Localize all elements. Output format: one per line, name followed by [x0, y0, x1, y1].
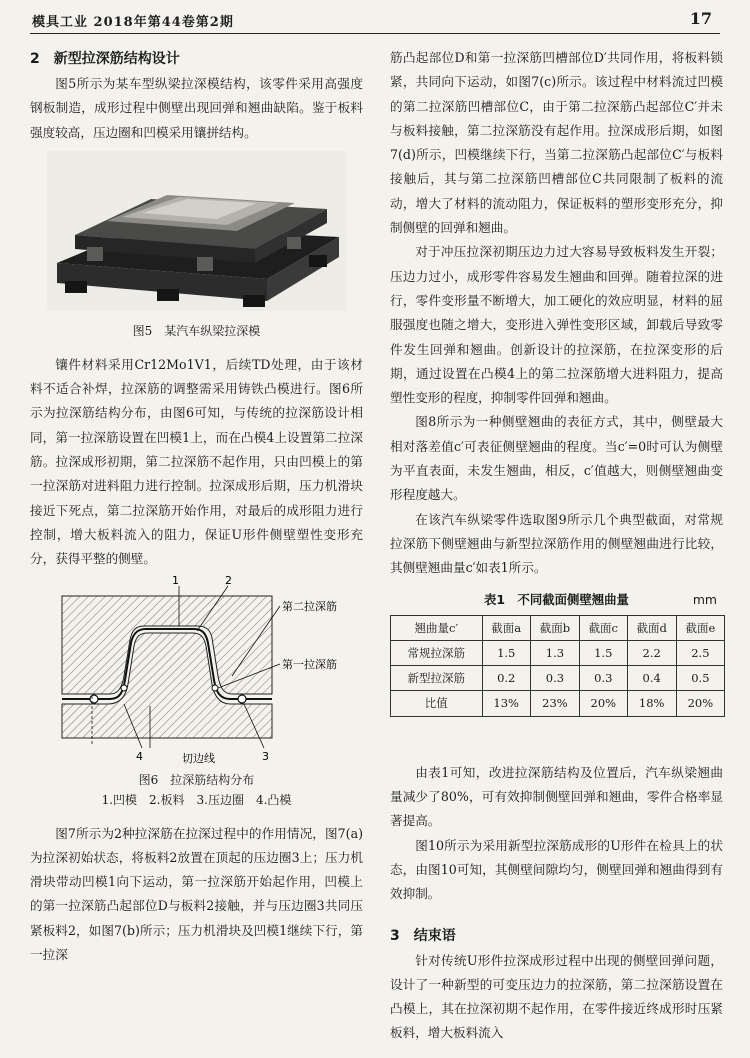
table-cell: 0.2	[482, 666, 530, 691]
table-1-title	[390, 589, 723, 611]
left-column	[30, 46, 363, 967]
table-cell: 13%	[482, 691, 530, 716]
section-number: 2	[30, 51, 40, 67]
label-2: 2	[224, 575, 232, 587]
table-header-cell: 截面e	[676, 615, 724, 640]
figure-5-caption: 图5 某汽车纵梁拉深模	[132, 323, 261, 338]
figure-6-legend: 1.凹模 2.板料 3.压边圈 4.凸模	[101, 792, 292, 807]
table-row	[391, 666, 725, 691]
section-number: 3	[390, 927, 400, 944]
table-cell: 1.5	[579, 640, 627, 665]
paragraph: 由表1可知，改进拉深筋结构及位置后，汽车纵梁翘曲量减少了80%，可有效抑制侧壁回弹和翘曲，零件合格率显著提高。	[390, 764, 723, 829]
figure-6-caption: 图6 拉深筋结构分布	[138, 772, 255, 787]
table-unit: mm	[692, 591, 717, 607]
label-1: 1	[171, 575, 179, 587]
header-rule	[30, 33, 720, 34]
table-cell: 20%	[676, 691, 724, 716]
section-3-heading	[390, 923, 723, 949]
draw-bead-diagram	[32, 576, 362, 766]
table-cell: 20%	[579, 691, 627, 716]
table-cell: 1.5	[482, 640, 530, 665]
label-4: 4	[135, 749, 143, 763]
table-cell: 0.5	[676, 666, 724, 691]
table-header-cell: 截面c	[579, 615, 627, 640]
table-header-cell: 截面d	[627, 615, 676, 640]
table-cell: 0.3	[579, 666, 627, 691]
paragraph: 图5所示为某车型纵梁拉深模结构，该零件采用高强度钢板制造，成形过程中侧壁出现回弹和翘曲缺陷。鉴于板料强度较高，压边圈和凹模采用镶拼结构。	[30, 76, 363, 140]
paragraph: 针对传统U形件拉深成形过程中出现的侧壁回弹问题，设计了一种新型的可变压边力的拉深筋，第二拉深筋设置在凸模上，其在拉深初期不起作用，在零件接近终成形时压紧板料，增大板料流入	[390, 952, 723, 1041]
second-bead-label: 第二拉深筋	[281, 599, 337, 613]
table-cell: 比值	[391, 691, 483, 716]
table-cell: 2.2	[627, 640, 676, 665]
table-cell: 0.4	[627, 666, 676, 691]
right-column	[390, 46, 723, 1046]
table-header-cell: 翘曲量c′	[391, 615, 483, 640]
journal-header: 模具工业 2018年第44卷第2期	[32, 15, 234, 30]
table-row	[391, 691, 725, 716]
table-header-cell: 截面b	[530, 615, 579, 640]
paragraph: 图10所示为采用新型拉深筋成形的U形件在检具上的状态，由图10可知，其侧壁间隙均匀，侧壁回弹和翘曲得到有效抑制。	[390, 837, 723, 902]
section-title: 新型拉深筋结构设计	[53, 51, 180, 67]
section-2-heading	[30, 46, 363, 72]
table-cell: 18%	[627, 691, 676, 716]
paragraph: 筋凸起部位D和第一拉深筋凹槽部位D′共同作用，将板料锁紧，共同向下运动，如图7(c)所示。该过程中材料流过凹模的第二拉深筋凹槽部位C，由于第二拉深筋凸起部位C′并未与板料接触，第二拉深筋没有起作用。拉深成形后期，如图7(d)所示，凹模继续下行，当第二拉深筋凸起部位C′与板料接触后，其与第二拉深筋凹槽部位C共同限制了板料的流动，增大了材料的流动阻力，保证板料的塑形变形充分，抑制侧壁的回弹和翘曲。	[390, 50, 723, 236]
paragraph: 镶件材料采用Cr12Mo1V1，后续TD处理，由于该材料不适合补焊，拉深筋的调整需采用铸铁凸模进行。图6所示为拉深筋结构分布，由图6可知，与传统的拉深筋设计相同，第一拉深筋设置在凹模1上，而在凸模4上设置第二拉深筋。拉深成形初期，第二拉深筋不起作用，只由凹模上的第一拉深筋对进料阻力进行控制。拉深成形后期，压力机滑块接近下死点，第二拉深筋开始作用，对最后的成形阻力进行控制，增大板料流入的阻力，保证U形件侧壁塑性变形充分，获得平整的侧壁。	[30, 356, 363, 567]
section-title: 结束语	[413, 927, 456, 944]
table-header-cell: 截面a	[482, 615, 530, 640]
figure-5	[30, 151, 363, 341]
table-spacer	[390, 717, 723, 761]
table-title-text: 表1 不同截面侧壁翘曲量	[484, 591, 629, 607]
trim-line-label: 切边线	[181, 751, 215, 765]
paragraph: 图7所示为2种拉深筋在拉深过程中的作用情况，图7(a)为拉深初始状态，将板料2放置在顶起的压边圈3上；压力机滑块带动凹模1向下运动，第一拉深筋开始起作用，凹模上的第一拉深筋凸起部位D与板料2接触，并与压边圈3共同压紧板料2，如图7(b)所示；压力机滑块及凹模1继续下行，第一拉深	[30, 825, 363, 963]
page-number: 17	[689, 9, 712, 28]
first-bead-label: 第一拉深筋	[281, 657, 337, 671]
paragraph: 图8所示为一种侧壁翘曲的表征方式，其中，侧壁最大相对落差值c′可表征侧壁翘曲的程度。当c′=0时可认为侧壁为平直表面，未发生翘曲，相反，c′值越大，则侧壁翘曲变形程度越大。	[390, 414, 723, 503]
table-cell: 0.3	[530, 666, 579, 691]
paragraph: 对于冲压拉深初期压边力过大容易导致板料发生开裂；压边力过小，成形零件容易发生翘曲和回弹。随着拉深的进行，零件变形量不断增大，加工硬化的效应明显，材料的屈服强度也随之增大，变形进入弹性变形区域，卸载后导致零件发生回弹和翘曲。创新设计的拉深筋，在拉深变形的后期，通过设置在凸模4上的第二拉深筋增大进料阻力，提高塑性变形的程度，抑制零件回弹和翘曲。	[390, 244, 723, 406]
figure-6	[30, 576, 363, 810]
table-cell: 1.3	[530, 640, 579, 665]
table-cell: 新型拉深筋	[391, 666, 483, 691]
table-header-row	[391, 615, 725, 640]
table-cell: 2.5	[676, 640, 724, 665]
label-3: 3	[261, 749, 269, 763]
table-row	[391, 640, 725, 665]
die-photo	[47, 151, 347, 311]
table-cell: 常规拉深筋	[391, 640, 483, 665]
table-1	[390, 615, 725, 717]
table-cell: 23%	[530, 691, 579, 716]
paragraph: 在该汽车纵梁零件选取图9所示几个典型截面，对常规拉深筋下侧壁翘曲与新型拉深筋作用的侧壁翘曲进行比较，其侧壁翘曲量c′如表1所示。	[390, 511, 723, 576]
